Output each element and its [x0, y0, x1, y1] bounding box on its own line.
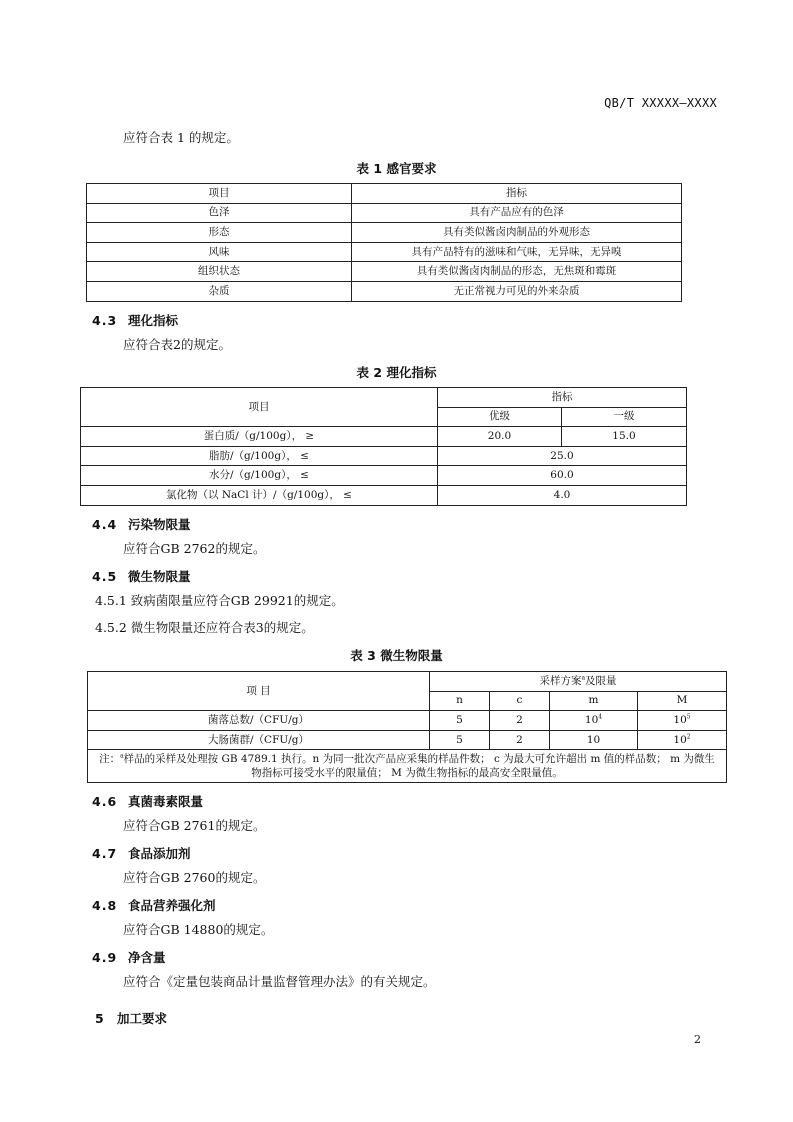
- table-cell: 5: [430, 730, 490, 750]
- document-code: QB/T XXXXX—XXXX: [604, 96, 717, 110]
- table-row: [81, 427, 687, 447]
- table-note-row: [88, 750, 727, 783]
- page-number: 2: [694, 1033, 701, 1046]
- section-text-4-8: 应符合GB 14880的规定。: [123, 922, 274, 937]
- header-cell-m: m: [550, 691, 638, 711]
- value-base: 10: [673, 733, 687, 746]
- section-heading-4-3: [92, 311, 178, 329]
- section-number: 4.8: [92, 898, 118, 913]
- clause-4-5-2: 4.5.2 微生物限量还应符合表3的规定。: [95, 620, 314, 635]
- table-cell: 具有产品特有的滋味和气味，无异味，无异嗅: [352, 242, 682, 262]
- table-cell: 风味: [87, 242, 352, 262]
- section-title: 食品添加剂: [128, 846, 191, 861]
- section-heading-5: [95, 1009, 167, 1027]
- section-number: 4.4: [92, 517, 118, 532]
- value-exponent: 2: [686, 733, 691, 741]
- table-cell: 25.0: [438, 446, 687, 466]
- table-row: [81, 485, 687, 505]
- table2-caption: 表 2 理化指标: [356, 365, 437, 380]
- table-cell: 脂肪/（g/100g）， ≤: [81, 446, 438, 466]
- section-number: 4.7: [92, 846, 118, 861]
- section-heading-4-4: [92, 515, 191, 533]
- table-header-row: [87, 184, 682, 204]
- section-number: 4.9: [92, 950, 118, 965]
- header-cell-item: 项目: [81, 388, 438, 427]
- table-cell: 大肠菌群/（CFU/g）: [88, 730, 430, 750]
- section-number: 4.6: [92, 794, 118, 809]
- table-cell: 色泽: [87, 203, 352, 223]
- table-cell: 蛋白质/（g/100g）， ≥: [81, 427, 438, 447]
- section-title: 食品营养强化剂: [128, 898, 216, 913]
- section-number: 4.5: [92, 569, 118, 584]
- table-row: [81, 446, 687, 466]
- section-heading-4-8: [92, 896, 216, 914]
- header-cell-c: c: [490, 691, 550, 711]
- section-text-4-4: 应符合GB 2762的规定。: [123, 541, 266, 556]
- note-prefix: 注：: [99, 753, 121, 766]
- table-cell: 具有类似酱卤肉制品的外观形态: [352, 223, 682, 243]
- header-cell-grade: 一级: [562, 407, 687, 427]
- table-cell: 菌落总数/（CFU/g）: [88, 711, 430, 731]
- table-cell: 具有产品应有的色泽: [352, 203, 682, 223]
- footnote-marker: a: [120, 752, 124, 760]
- value-exponent: 5: [686, 713, 691, 721]
- table-cell: 2: [490, 730, 550, 750]
- table-row: [87, 223, 682, 243]
- table-cell: 组织状态: [87, 262, 352, 282]
- paragraph-table1-ref: 应符合表 1 的规定。: [123, 130, 239, 145]
- table-header-row: [81, 388, 687, 408]
- table-cell: 具有类似酱卤肉制品的形态，无焦斑和霉斑: [352, 262, 682, 282]
- table-row: [87, 281, 682, 301]
- value-base: 10: [673, 713, 687, 726]
- table1-caption: 表 1 感官要求: [356, 161, 437, 176]
- table-cell: 20.0: [438, 427, 562, 447]
- table-sensory: [86, 183, 682, 302]
- header-cell-item: 项目: [87, 184, 352, 204]
- table-cell: 氯化物（以 NaCl 计）/（g/100g）， ≤: [81, 485, 438, 505]
- footnote-marker: a: [581, 674, 586, 682]
- table-microbial: [87, 671, 727, 783]
- table-row: [88, 730, 727, 750]
- section-title: 真菌毒素限量: [128, 794, 204, 809]
- note-text: 样品的采样及处理按 GB 4789.1 执行。n 为同一批次产品应采集的样品件数； c 为最大可允许超出 m 值的样品数； m 为微生物指标可接受水平的限量值； M 为微生物指标的最高安全限量值。: [123, 753, 715, 780]
- table-row: [87, 262, 682, 282]
- value-base: 10: [586, 733, 601, 746]
- section-heading-4-9: [92, 948, 166, 966]
- table-cell: 5: [430, 711, 490, 731]
- section-heading-4-5: [92, 567, 191, 585]
- value-base: 10: [584, 713, 599, 726]
- section-heading-4-7: [92, 844, 191, 862]
- section-number: 5: [95, 1011, 105, 1026]
- table3-caption: 表 3 微生物限量: [350, 648, 443, 663]
- table-cell: 2: [490, 711, 550, 731]
- table-row: [88, 711, 727, 731]
- table-physicochemical: [80, 387, 687, 506]
- header-cell-index: 指标: [352, 184, 682, 204]
- header-text: 采样方案: [539, 674, 582, 687]
- clause-4-5-1: 4.5.1 致病菌限量应符合GB 29921的规定。: [95, 593, 344, 608]
- header-cell-item: 项 目: [88, 672, 430, 711]
- header-cell-M: M: [638, 691, 727, 711]
- header-text-suffix: 及限量: [585, 674, 617, 687]
- table-cell: 形态: [87, 223, 352, 243]
- table-row: [87, 203, 682, 223]
- section-title: 净含量: [128, 950, 166, 965]
- table-cell: [638, 730, 727, 750]
- section-title: 污染物限量: [128, 517, 191, 532]
- table-cell: [550, 711, 638, 731]
- table-cell: 4.0: [438, 485, 687, 505]
- table-row: [87, 242, 682, 262]
- header-cell-index: 指标: [438, 388, 687, 408]
- section-text-4-7: 应符合GB 2760的规定。: [123, 870, 266, 885]
- table-cell: [638, 711, 727, 731]
- section-text-4-3: 应符合表2的规定。: [123, 337, 231, 352]
- table-note: [88, 750, 727, 783]
- section-title: 加工要求: [117, 1011, 168, 1026]
- table-cell: 无正常视力可见的外来杂质: [352, 281, 682, 301]
- table-cell: 60.0: [438, 466, 687, 486]
- header-cell-sampling-plan: [430, 672, 727, 692]
- section-title: 微生物限量: [128, 569, 191, 584]
- section-title: 理化指标: [128, 313, 179, 328]
- section-number: 4.3: [92, 313, 118, 328]
- table-cell: 杂质: [87, 281, 352, 301]
- table-row: [81, 466, 687, 486]
- table-cell: [550, 730, 638, 750]
- value-exponent: 4: [598, 713, 603, 721]
- table-cell: 水分/（g/100g）， ≤: [81, 466, 438, 486]
- table-header-row: [88, 672, 727, 692]
- section-text-4-6: 应符合GB 2761的规定。: [123, 818, 266, 833]
- header-cell-grade: 优级: [438, 407, 562, 427]
- section-text-4-9: 应符合《定量包装商品计量监督管理办法》的有关规定。: [123, 974, 436, 989]
- table-cell: 15.0: [562, 427, 687, 447]
- header-cell-n: n: [430, 691, 490, 711]
- section-heading-4-6: [92, 792, 203, 810]
